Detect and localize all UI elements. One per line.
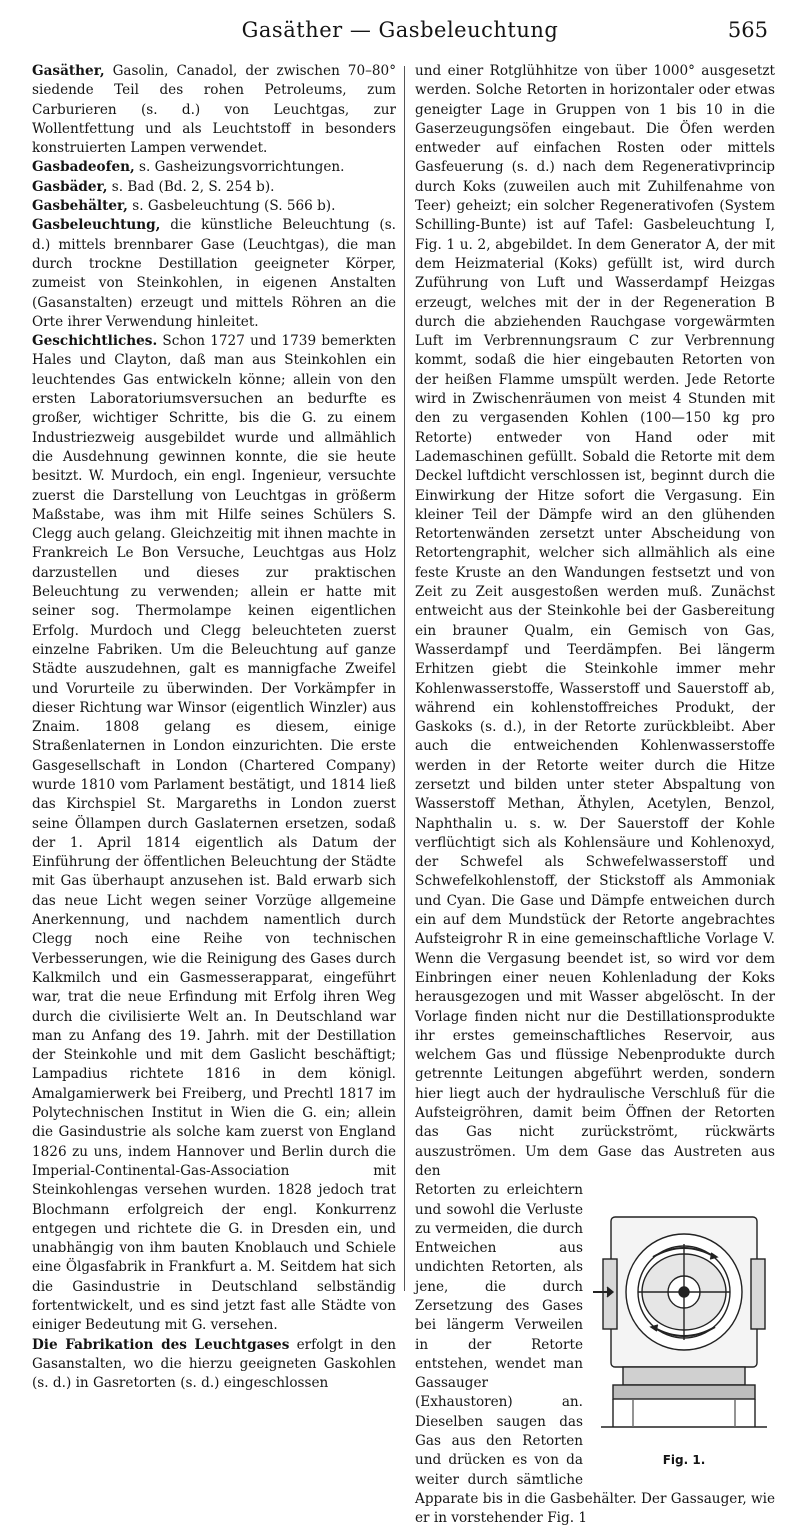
continued-text: und einer Rotglühhitze von über 1000° ausgesetzt werden. Solche Retorten in horizontaler oder etwas geneigter Lage in Gruppen von 1 bis 10 in die Gaserzeugungsöfen eingebaut. Die Öfen werden entweder auf einfachen Rosten oder mittels Gasfeuerung (s. d.) nach dem Regenerativprincip durch Koks (zuweilen auch mit Zuhilfenahme von Teer) geheizt; ein solcher Regenerativofen (System Schilling-Bunte) ist auf Tafel: Gasbeleuchtung I, Fig. 1 u. 2, abgebildet. In dem Generator A, der mit dem Heizmaterial (Koks) gefüllt ist, wird durch Zuführung von Luft und Wasserdampf Heizgas erzeugt, welches mit der in der Regeneration B durch die abziehenden Rauchgase vorgewärmten Luft im Verbrennungsraum C zur Verbrennung kommt, sodaß die hier eingebauten Retorten von der heißen Flamme umspült werden. Jede Retorte wird in Zwischenräumen von meist 4 Stunden mit den zu vergasenden Kohlen (100—150 kg pro Retorte) entweder von Hand oder mit Lademaschinen gefüllt. Sobald die Retorte mit dem Deckel luftdicht verschlossen ist, beginnt durch die Einwirkung der Hitze sofort die Vergasung. Ein kleiner Teil der Dämpfe wird an den glühenden Retortenwänden zersetzt unter Abscheidung von Retortengraphit, welcher sich allmählich als eine feste Kruste an den Wandungen festsetzt und von Zeit zu Zeit ausgestoßen werden muß. Zunächst entweicht aus der Steinkohle bei der Gasbereitung ein brauner Qualm, ein Gemisch von Gas, Wasserdampf und Teerdämpfen. Bei längerm Erhitzen giebt die Steinkohle immer mehr Kohlenwasserstoffe, Wasserstoff und Sauerstoff ab, während ein kohlenstoffreiches Produkt, der Gaskoks (s. d.), in der Retorte zurückbleibt. Aber auch die entweichenden Kohlenwasserstoffe werden in der Retorte weiter durch die Hitze zersetzt und bilden unter steter Abspaltung von Wasserstoff Methan, Äthylen, Acetylen, Benzol, Naphthalin u. s. w. Der Sauerstoff der Kohle verflüchtigt sich als Kohlensäure und Kohlenoxyd, der Schwefel als Schwefelwasserstoff und Schwefelkohlenstoff, der Stickstoff als Ammoniak und Cyan. Die Gase und Dämpfe entweichen durch ein auf dem Mundstück der Retorte angebrachtes Aufsteigrohr R in eine gemeinschaftliche Vorlage V. Wenn die Vergasung beendet ist, so wird vor dem Einbringen einer neuen Kohlenladung der Koks herausgezogen und mit Wasser abgelöscht. In der Vorlage finden nicht nur die Destillationsprodukte ihr erstes gemeinschaftliches Reservoir, aus welchem Gas und flüssige Nebenprodukte durch getrennte Leitungen abgeführt werden, sondern hier liegt auch der hydraulische Verschluß für die Aufsteigröhren, damit beim Öffnen der Retorten das Gas nicht zurückströmt, rückwärts auszuströmen. Um dem Gase das Austreten aus den (415, 63, 775, 1179)
headword: Gasbadeofen, (32, 159, 135, 176)
left-column (32, 62, 396, 1393)
entry-text: die künstliche Beleuchtung (s. d.) mittels brennbarer Gase (Leuchtgas), die man durch trockne Destillation geeigneter Körper, zumeist von Steinkohlen, in eigenen Anstalten (Gasanstalten) erzeugt und mittels Röhren an die Orte ihrer Verwendung hinleitet. (32, 217, 396, 330)
entry-text: s. Bad (Bd. 2, S. 254 b). (107, 178, 275, 195)
entry-gasbehaelter (32, 197, 396, 216)
section-fabrikation (32, 1336, 396, 1394)
section-text: Schon 1727 und 1739 bemerkten Hales und Clayton, daß man aus Steinkohlen ein leuchtendes Gas entwickeln könne; allein von den ersten Laboratoriumsversuchen an bedurfte es großer, wichtiger Schritte, bis die G. zu einem Industriezweig ausgebildet wurde und allmählich die Ausdehnung gewinnen konnte, die sie heute besitzt. W. Murdoch, ein engl. Ingenieur, versuchte zuerst die Darstellung von Leuchtgas in größerm Maßstabe, was ihm mit Hilfe seines Schülers S. Clegg auch gelang. Gleichzeitig mit ihnen machte in Frankreich Le Bon Versuche, Leuchtgas aus Holz darzustellen und dieses zur praktischen Beleuchtung zu verwenden; allein er hatte mit seiner sog. Thermolampe keinen eigentlichen Erfolg. Murdoch und Clegg beleuchteten zuerst einzelne Fabriken. Um die Beleuchtung auf ganze Städte auszudehnen, galt es mannigfache Zweifel und Vorurteile zu überwinden. Der Vorkämpfer in dieser Richtung war Winsor (eigentlich Winzler) aus Znaim. 1808 gelang es diesem, einige Straßenlaternen in London einzurichten. Die erste Gasgesellschaft in London (Chartered Company) wurde 1810 vom Parlament bestätigt, und 1814 ließ das Kirchspiel St. Margareths in London zuerst seine Öllampen durch Gaslaternen ersetzen, sodaß der 1. April 1814 eigentlich als Datum der Einführung der öffentlichen Beleuchtung der Städte mit Gas überhaupt anzusehen ist. Bald erwarb sich das neue Licht wegen seiner Vorzüge allgemeine Anerkennung, und nachdem namentlich durch Clegg noch eine Reihe von technischen Verbesserungen, wie die Reinigung des Gases durch Kalkmilch und ein Gasmesserapparat, eingeführt war, trat die neue Erfindung mit Erfolg ihren Weg durch die civilisierte Welt an. In Deutschland war man zu Anfang des 19. Jahrh. mit der Destillation der Steinkohle und mit dem Gaslicht beschäftigt; Lampadius richtete 1816 in dem königl. Amalgamierwerk bei Freiberg, und Prechtl 1817 im Polytechnischen Institut in Wien die G. ein; allein die Gasindustrie als solche kam zuerst von England 1826 zu uns, indem Hannover und Berlin durch die Imperial-Continental-Gas-Association mit Steinkohlengas versehen wurden. 1828 jedoch trat Blochmann erfolgreich der engl. Konkurrenz entgegen und richtete die G. in Dresden ein, und unabhängig von ihm bauten Knoblauch und Schiele eine Ölgasfabrik in Frankfurt a. M. Seitdem hat sich die Gasindustrie in Deutschland selbständig fortentwickelt, und es sind jetzt fast alle Städte von einiger Bedeutung mit G. versehen. (32, 333, 396, 1334)
column-divider (404, 66, 405, 1291)
gas-exhauster-illustration (593, 1187, 775, 1447)
section-geschichtliches (32, 332, 396, 1335)
figure-gas-exhauster (593, 1187, 775, 1475)
headword: Gasbäder, (32, 178, 108, 195)
figure-caption: Fig. 1. (662, 1453, 706, 1468)
entry-gasbeleuchtung (32, 216, 396, 332)
section-text: erfolgt in den Gasanstalten, wo die hierzu geeigneten Gaskohlen (s. d.) in Gasretorten (s. d.) eingeschlossen (32, 1336, 396, 1392)
right-column (415, 62, 775, 1529)
running-title: Gasäther — Gasbeleuchtung (241, 18, 559, 42)
headword: Gasäther, (32, 63, 105, 79)
entry-text: s. Gasbeleuchtung (S. 566 b). (127, 198, 336, 215)
section-heading: Geschichtliches. (32, 333, 158, 350)
section-heading: Die Fabrikation des Leuchtgases (32, 1336, 290, 1353)
entry-text: s. Gasheizungsvorrichtungen. (134, 159, 345, 176)
text-beside-figure: Retorten zu erleichtern und sowohl die Verluste zu vermeiden, die durch Entweichen aus undichten Retorten, als jene, die durch Zersetzung des Gases bei längerm Verweilen in der Retorte entstehen, wendet man Gassauger (Exhaustoren) an. Dieselben saugen das Gas aus den Retorten und drücken es von da weiter durch sämtliche Apparate bis in die Gasbehälter. Der Gassauger, wie er in vorstehender Fig. 1 (415, 1182, 775, 1527)
headword: Gasbeleuchtung, (32, 217, 161, 234)
entry-gasbaeder (32, 178, 396, 197)
page-number: 565 (727, 18, 768, 42)
entry-text: Gasolin, Canadol, der zwischen 70–80° siedende Teil des rohen Petroleums, zum Carburieren (s. d.) von Leuchtgas, zur Wollentfettung und als Leuchtstoff in besonders konstruierten Lampen verwendet. (32, 63, 396, 157)
page-header (32, 18, 768, 54)
entry-gasbadeofen (32, 158, 396, 177)
headword: Gasbehälter, (32, 198, 128, 215)
exhauster-base (623, 1367, 745, 1385)
entry-gasaether (32, 62, 396, 158)
